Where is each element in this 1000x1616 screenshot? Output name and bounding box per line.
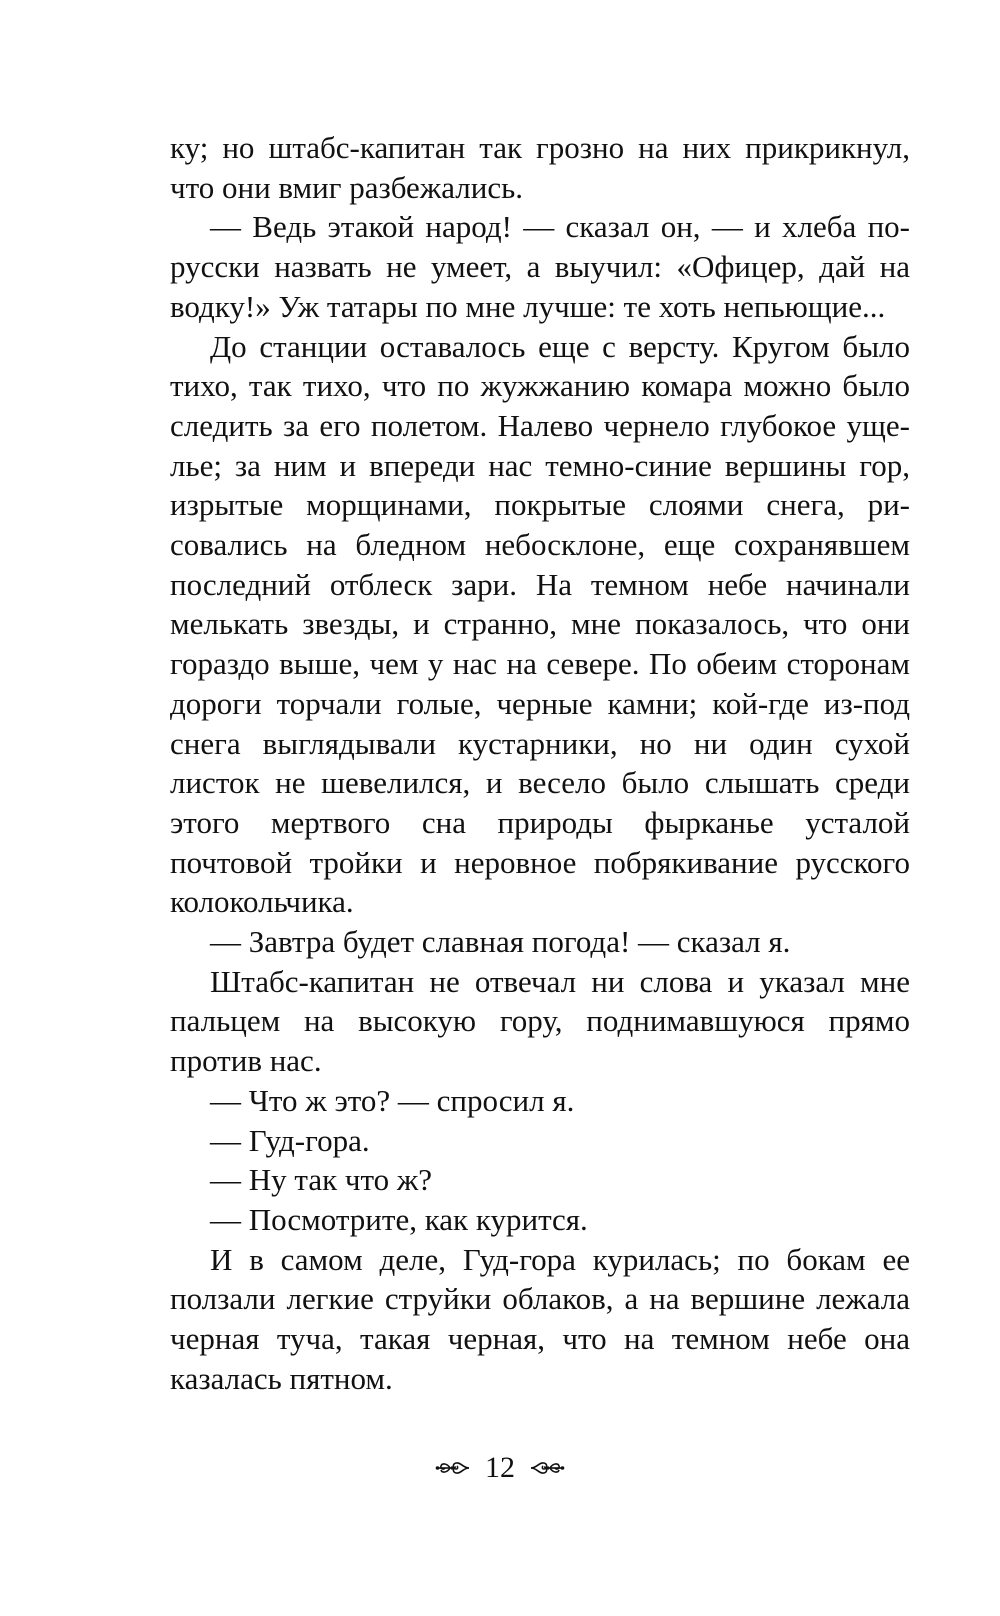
fleuron-right-icon [529, 1457, 565, 1479]
paragraph-dialogue: — Гуд-гора. [210, 1122, 370, 1158]
paragraph-dialogue: — Что ж это? — спросил я. [210, 1082, 575, 1118]
page-number: 12 [485, 1451, 515, 1484]
paragraph-dialogue: — Посмотрите, как курится. [210, 1201, 588, 1237]
page-footer [0, 1448, 1000, 1488]
body-text [170, 128, 910, 1399]
paragraph-narration: И в самом деле, Гуд-гора курилась; по бокам ее ползали легкие струйки облаков, а на вершине лежала черная туча, такая черная, что на темном небе она казалась пятном. [170, 1241, 910, 1396]
fleuron-left-icon [435, 1457, 471, 1479]
paragraph-description: До станции оставалось еще с версту. Кругом было тихо, так тихо, что по жужжанию комара можно было следить за его полетом. Налево чернело глубокое ущелье; за ним и впереди нас темно-синие вершины гор, изрытые морщинами, покрытые слоями снега, рисовались на бледном небосклоне, еще сохранявшем последний отблеск зари. На темном небе начинали мелькать звезды, и странно, мне показалось, что они гораздо выше, чем у нас на севере. По обеим сторонам дороги торчали голые, черные камни; кой-где из-под снега выглядывали кустарники, но ни один сухой листок не шевелился, и весело было слышать среди этого мертвого сна природы фырканье усталой почтовой тройки и неровное побрякивание русского колокольчика. [170, 328, 910, 920]
paragraph-dialogue: — Ну так что ж? [210, 1162, 433, 1198]
paragraph-dialogue: — Ведь этакой народ! — сказал он, — и хлеба порусски назвать не умеет, а выучил: «Офицер, дай на водку!» Уж татары по мне лучше: те хоть непьющие... [170, 209, 910, 324]
paragraph-dialogue: — Завтра будет славная погода! — сказал я. [210, 924, 791, 960]
paragraph-continued: ку; но штабс-капитан так грозно на них прикрикнул, что они вмиг разбежались. [170, 130, 910, 205]
paragraph-narration: Штабс-капитан не отвечал ни слова и указал мне пальцем на высокую гору, поднимавшуюся прямо против нас. [170, 963, 910, 1079]
